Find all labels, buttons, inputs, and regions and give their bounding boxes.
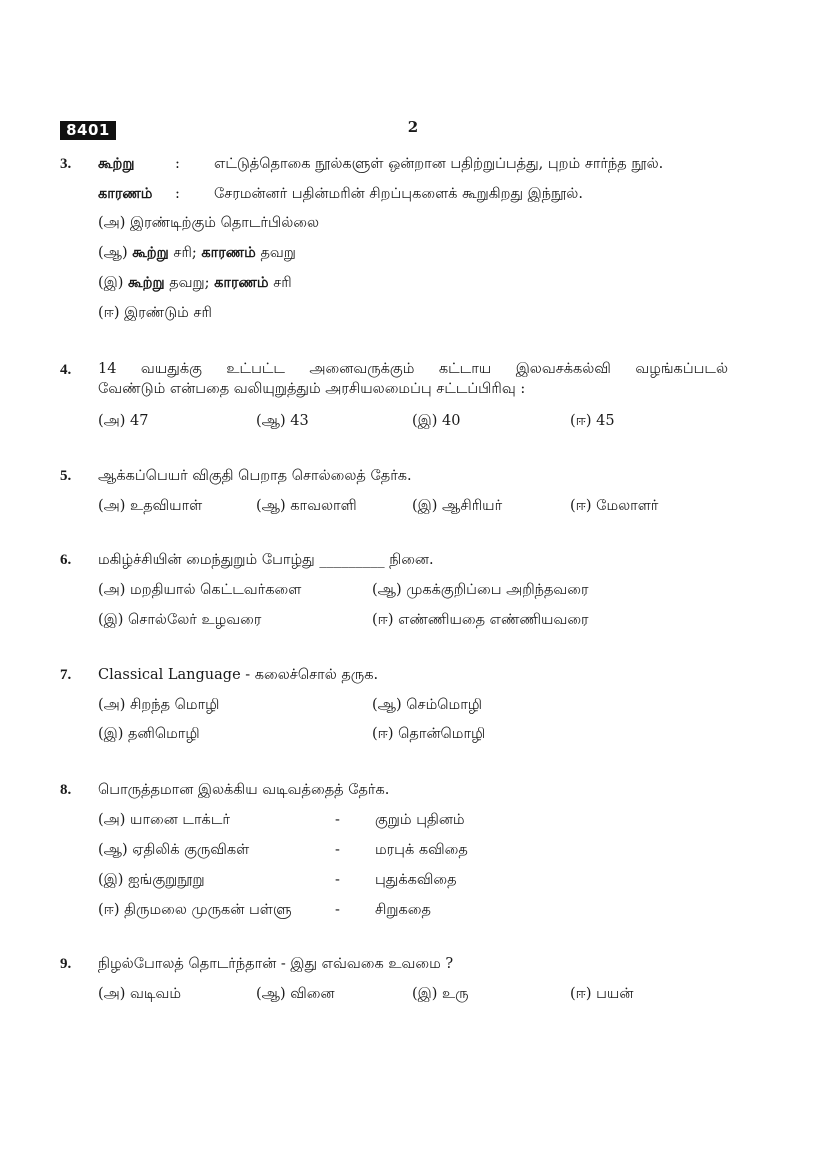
q8-pair-c-sep: - (335, 872, 340, 888)
q3-option-c-end: சரி (273, 275, 292, 291)
question-3-number: 3. (60, 156, 72, 172)
q8-text: பொருத்தமான இலக்கிய வடிவத்தைத் தேர்க. (98, 782, 390, 798)
q9-option-a: (அ) வடிவம் (98, 986, 181, 1002)
q3-reason-text: சேரமன்னர் பதின்மரின் சிறப்புகளைக் கூறுகிறது இந்நூல். (214, 186, 583, 202)
q3-assertion-label: கூற்று (98, 155, 135, 172)
q3-option-c-mid: தவறு; (169, 275, 210, 291)
q3-option-c (98, 273, 292, 293)
q9-option-d: (ஈ) பயன் (570, 986, 634, 1002)
q4-option-d: (ஈ) 45 (570, 413, 615, 429)
q8-pair-c-left: (இ) ஐங்குறுநூறு (98, 872, 205, 888)
question-4-number: 4. (60, 362, 72, 378)
q8-pair-d-left: (ஈ) திருமலை முருகன் பள்ளு (98, 902, 292, 918)
q3-option-d: (ஈ) இரண்டும் சரி (98, 305, 212, 321)
q4-text-line-1: 14 வயதுக்கு உட்பட்ட அனைவருக்கும் கட்டாய இலவசக்கல்வி வழங்கப்படல் (98, 361, 728, 377)
q6-option-b: (ஆ) முகக்குறிப்பை அறிந்தவரை (372, 582, 589, 598)
q8-pair-b-right: மரபுக் கவிதை (375, 842, 468, 858)
q3-option-b-reason: காரணம் (201, 244, 256, 261)
q8-pair-d-right: சிறுகதை (375, 902, 431, 918)
q5-option-a: (அ) உதவியாள் (98, 498, 203, 514)
q3-option-b-assertion: கூற்று (132, 244, 169, 261)
q8-pair-a-right: குறும் புதினம் (375, 812, 465, 828)
q3-option-b (98, 243, 296, 263)
q8-pair-a-sep: - (335, 812, 340, 828)
q9-option-c: (இ) உரு (412, 986, 469, 1002)
q3-option-b-mid: சரி; (173, 245, 197, 261)
q5-option-b: (ஆ) காவலாளி (256, 498, 357, 514)
q3-reason-label: காரணம் (98, 185, 153, 202)
question-9-number: 9. (60, 956, 72, 972)
q3-option-a: (அ) இரண்டிற்கும் தொடர்பில்லை (98, 215, 320, 231)
q4-option-a: (அ) 47 (98, 413, 149, 429)
q5-text: ஆக்கப்பெயர் விகுதி பெறாத சொல்லைத் தேர்க. (98, 468, 412, 484)
q7-option-d: (ஈ) தொன்மொழி (372, 726, 486, 742)
q5-option-c: (இ) ஆசிரியர் (412, 498, 503, 514)
q4-text-line-2: வேண்டும் என்பதை வலியுறுத்தும் அரசியலமைப்பு சட்டப்பிரிவு : (98, 381, 526, 397)
q6-option-a: (அ) மறதியால் கெட்டவர்களை (98, 582, 302, 598)
q4-option-c: (இ) 40 (412, 413, 461, 429)
q7-text: Classical Language - கலைச்சொல் தருக. (98, 667, 379, 683)
q8-pair-b-sep: - (335, 842, 340, 858)
q3-assertion-sep: : (175, 156, 180, 172)
q6-option-d: (ஈ) எண்ணியதை எண்ணியவரை (372, 612, 589, 628)
q7-option-c: (இ) தனிமொழி (98, 726, 200, 742)
q3-option-b-prefix: (ஆ) (98, 245, 128, 261)
q6-option-c: (இ) சொல்லேர் உழவரை (98, 612, 262, 628)
q7-option-b: (ஆ) செம்மொழி (372, 697, 483, 713)
q3-option-c-reason: காரணம் (214, 274, 269, 291)
q5-option-d: (ஈ) மேலாளர் (570, 498, 659, 514)
page-number: 2 (407, 118, 419, 136)
question-6-number: 6. (60, 552, 72, 568)
q8-pair-b-left: (ஆ) ஏதிலிக் குருவிகள் (98, 842, 250, 858)
q7-option-a: (அ) சிறந்த மொழி (98, 697, 220, 713)
q3-option-c-prefix: (இ) (98, 275, 124, 291)
question-7-number: 7. (60, 667, 72, 683)
q8-pair-d-sep: - (335, 902, 340, 918)
q3-assertion-text: எட்டுத்தொகை நூல்களுள் ஒன்றான பதிற்றுப்பத்து, புறம் சார்ந்த நூல். (214, 156, 664, 172)
q9-option-b: (ஆ) வினை (256, 986, 335, 1002)
q9-text: நிழல்போலத் தொடர்ந்தான் - இது எவ்வகை உவமை ? (98, 956, 454, 972)
q8-pair-c-right: புதுக்கவிதை (375, 872, 457, 888)
q6-text: மகிழ்ச்சியின் மைந்துறும் போழ்து _________ நினை. (98, 552, 434, 568)
q8-pair-a-left: (அ) யானை டாக்டர் (98, 812, 230, 828)
question-8-number: 8. (60, 782, 72, 798)
q3-option-c-assertion: கூற்று (128, 274, 165, 291)
question-5-number: 5. (60, 468, 72, 484)
q4-option-b: (ஆ) 43 (256, 413, 309, 429)
paper-code-badge: 8401 (60, 121, 116, 140)
q3-option-b-end: தவறு (260, 245, 296, 261)
q3-reason-sep: : (175, 186, 180, 202)
